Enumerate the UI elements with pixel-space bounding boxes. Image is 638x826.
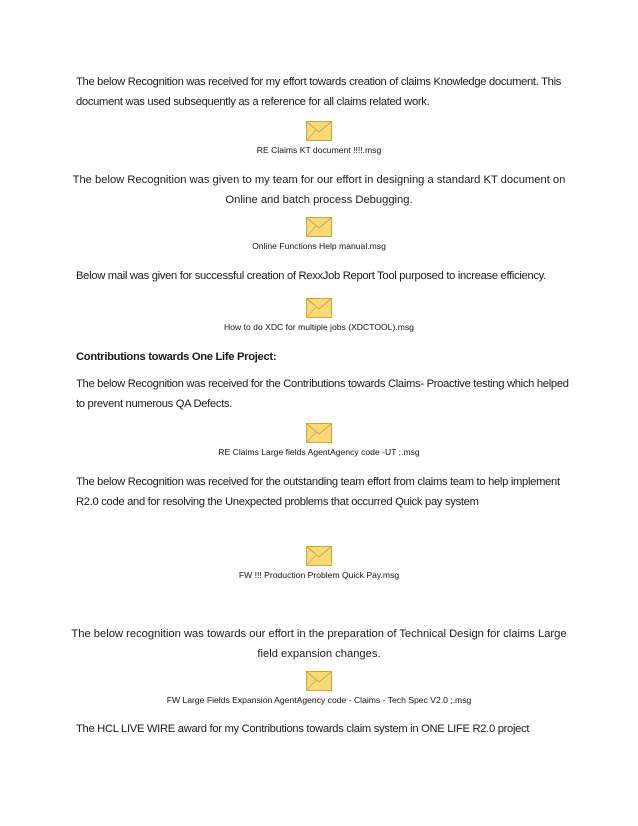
attachment-kt-document[interactable] <box>0 121 638 156</box>
attachment-filename[interactable]: Online Functions Help manual.msg <box>252 241 386 251</box>
paragraph-standard-kt: The below Recognition was given to my team for our effort in designing a standard KT document on Online and batch process Debugging. <box>72 174 566 206</box>
paragraph-technical-design: The below recognition was towards our effort in the preparation of Technical Design for claims Large field expansion changes. <box>71 628 567 660</box>
email-envelope-icon[interactable] <box>306 423 332 443</box>
attachment-online-functions[interactable] <box>0 217 638 252</box>
attachment-tech-spec[interactable] <box>0 671 638 706</box>
attachment-xdc-tool[interactable] <box>0 298 638 333</box>
paragraph-kt-document: The below Recognition was received for my effort towards creation of claims Knowledge document. This document was used subsequently as a reference for all claims related work. <box>76 76 562 108</box>
attachment-filename[interactable]: RE Claims KT document !!!!.msg <box>256 145 382 155</box>
attachment-filename[interactable]: FW !!! Production Problem Quick Pay.msg <box>238 570 400 580</box>
paragraph-proactive-testing: The below Recognition was received for the Contributions towards Claims- Proactive testing which helped to prevent numerous QA Defects. <box>76 378 569 410</box>
attachment-filename[interactable]: How to do XDC for multiple jobs (XDCTOOL).msg <box>224 322 414 332</box>
paragraph-live-wire-award: The HCL LIVE WIRE award for my Contributions towards claim system in ONE LIFE R2.0 project <box>76 723 530 735</box>
attachment-filename[interactable]: FW Large Fields Expansion AgentAgency code - Claims - Tech Spec V2.0 ;.msg <box>166 695 472 705</box>
attachment-large-fields-ut[interactable] <box>0 423 638 458</box>
email-envelope-icon[interactable] <box>306 298 332 318</box>
paragraph-r20-implementation: The below Recognition was received for the outstanding team effort from claims team to help implement R2.0 code and for resolving the Unexpected problems that occurred Quick pay system <box>76 476 560 508</box>
section-heading-one-life: Contributions towards One Life Project: <box>76 351 277 363</box>
attachment-filename[interactable]: RE Claims Large fields AgentAgency code -UT ;.msg <box>218 447 420 457</box>
paragraph-rexxjob-tool: Below mail was given for successful creation of RexxJob Report Tool purposed to increase efficiency. <box>76 270 546 282</box>
attachment-quick-pay[interactable] <box>0 546 638 581</box>
email-envelope-icon[interactable] <box>306 121 332 141</box>
email-envelope-icon[interactable] <box>306 217 332 237</box>
email-envelope-icon[interactable] <box>306 671 332 691</box>
email-envelope-icon[interactable] <box>306 546 332 566</box>
